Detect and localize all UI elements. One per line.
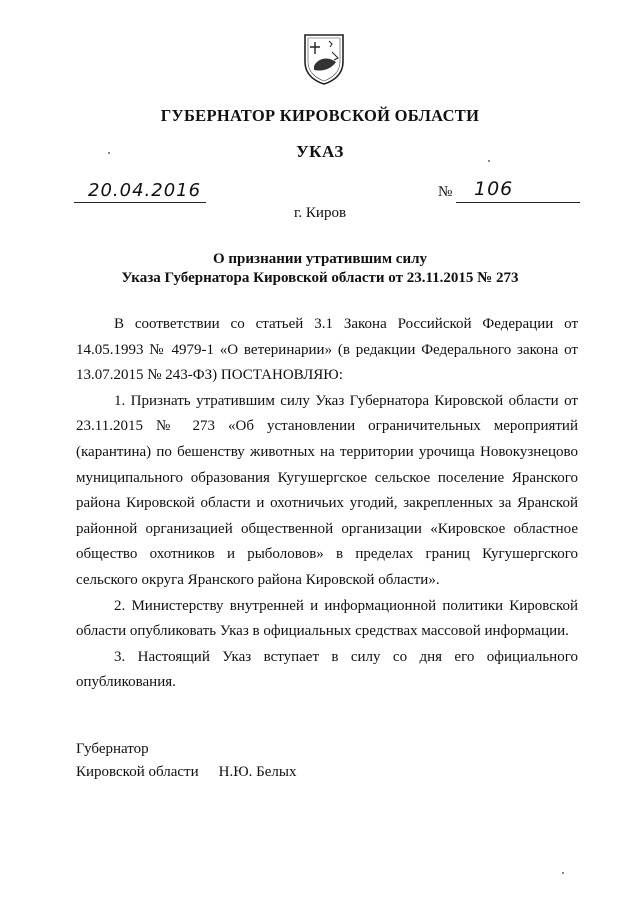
document-body <box>76 312 578 696</box>
document-heading <box>60 250 580 288</box>
signatory-position-line-1: Губернатор <box>76 741 149 757</box>
city-label: г. Киров <box>293 205 347 221</box>
date-field <box>74 178 206 203</box>
number-field <box>456 178 580 203</box>
scan-speck <box>562 872 564 874</box>
signatory-name: Н.Ю. Белых <box>218 764 297 780</box>
heading-line-2: Указа Губернатора Кировской области от 23.11.2015 № 273 <box>121 270 519 286</box>
scan-speck <box>488 160 490 162</box>
signature-block <box>76 738 296 784</box>
scan-speck <box>108 152 110 154</box>
item-1-paragraph: 1. Признать утратившим силу Указ Губернатора Кировской области от 23.11.2015 № 273 «Об установлении ограничительных мероприятий (карантина) по бешенству животных на территории урочища Новокузнецово муниципального образования Кугушергское сельское поселение Яранского района Кировской области и охотничьих угодий, закрепленных за Яранской районной организацией общественной организации «Кировское областное общество охотников и рыболовов» в пределах границ Кугушергского сельского округа Яранского района Кировской области». <box>76 392 578 588</box>
preamble-paragraph: В соответствии со статьей 3.1 Закона Российской Федерации от 14.05.1993 № 4979-1 «О ветеринарии» (в редакции Федерального закона от 13.07.2015 № 243-ФЗ) ПОСТАНОВЛЯЮ: <box>76 316 578 384</box>
issuing-authority: ГУБЕРНАТОР КИРОВСКОЙ ОБЛАСТИ <box>160 106 480 125</box>
signatory-region: Кировской области <box>76 764 199 780</box>
handwritten-number: 106 <box>474 178 514 200</box>
number-sign: № <box>438 184 453 200</box>
document-type: УКАЗ <box>296 142 344 161</box>
item-3-paragraph: 3. Настоящий Указ вступает в силу со дня его официального опубликования. <box>76 648 578 691</box>
coat-of-arms-icon <box>302 32 346 86</box>
heading-line-1: О признании утратившим силу <box>213 251 427 267</box>
handwritten-date: 20.04.2016 <box>88 180 202 201</box>
signatory-position-line-2 <box>76 761 296 784</box>
item-2-paragraph: 2. Министерству внутренней и информационной политики Кировской области опубликовать Указ в официальных средствах массовой информации. <box>76 597 578 640</box>
